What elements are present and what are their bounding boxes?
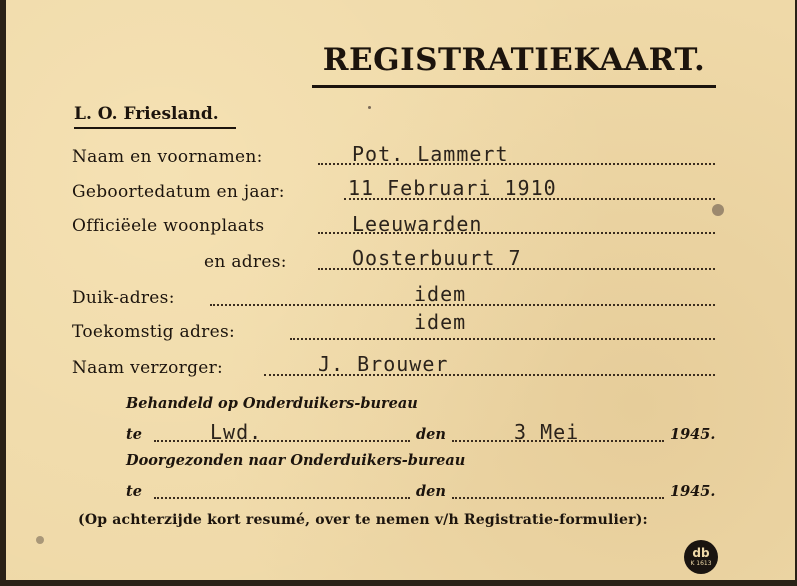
processed-date-label: den	[416, 426, 446, 443]
processed-place-dotted-line	[154, 440, 410, 442]
forwarded-year: 1945.	[670, 483, 716, 500]
archive-stamp	[684, 540, 718, 574]
stamp-initials: db	[692, 546, 710, 560]
caretaker-label: Naam verzorger:	[72, 358, 224, 378]
processed-heading: Behandeld op Onderduikers-bureau	[126, 395, 418, 412]
paper-spot	[36, 536, 44, 544]
forwarded-place-dotted-line	[154, 497, 410, 499]
organization-label: L. O. Friesland.	[74, 104, 219, 124]
future-address-dotted-line	[290, 338, 715, 340]
residence-label: Officiëele woonplaats	[72, 216, 265, 236]
footer-note: (Op achterzijde kort resumé, over te nemen v/h Registratie-formulier):	[78, 512, 648, 528]
paper-spot	[712, 204, 724, 216]
future-address-label: Toekomstig adres:	[72, 322, 236, 342]
birthdate-label: Geboortedatum en jaar:	[72, 182, 285, 202]
forwarded-place-label: te	[126, 483, 142, 500]
processed-date-value: 3 Mei	[514, 420, 580, 444]
caretaker-value: J. Brouwer	[318, 352, 449, 376]
stamp-number: K 1613	[690, 560, 712, 567]
address-value: Oosterbuurt 7	[352, 246, 522, 270]
forwarded-heading: Doorgezonden naar Onderduikers-bureau	[126, 452, 466, 469]
residence-value: Leeuwarden	[352, 212, 483, 236]
title-underline	[312, 85, 716, 88]
name-value: Pot. Lammert	[352, 142, 509, 166]
hiding-address-value: idem	[414, 282, 467, 306]
forwarded-date-label: den	[416, 483, 446, 500]
forwarded-date-dotted-line	[452, 497, 664, 499]
paper-spot	[368, 106, 371, 109]
processed-place-value: Lwd.	[210, 420, 263, 444]
processed-year: 1945.	[670, 426, 716, 443]
organization-underline	[74, 127, 236, 129]
birthdate-value: 11 Februari 1910	[348, 176, 557, 200]
registration-card	[6, 0, 795, 580]
address-label: en adres:	[204, 252, 287, 272]
card-title: REGISTRATIEKAART.	[322, 42, 706, 78]
processed-place-label: te	[126, 426, 142, 443]
future-address-value: idem	[414, 310, 467, 334]
hiding-address-label: Duik-adres:	[72, 288, 175, 308]
name-label: Naam en voornamen:	[72, 147, 263, 167]
